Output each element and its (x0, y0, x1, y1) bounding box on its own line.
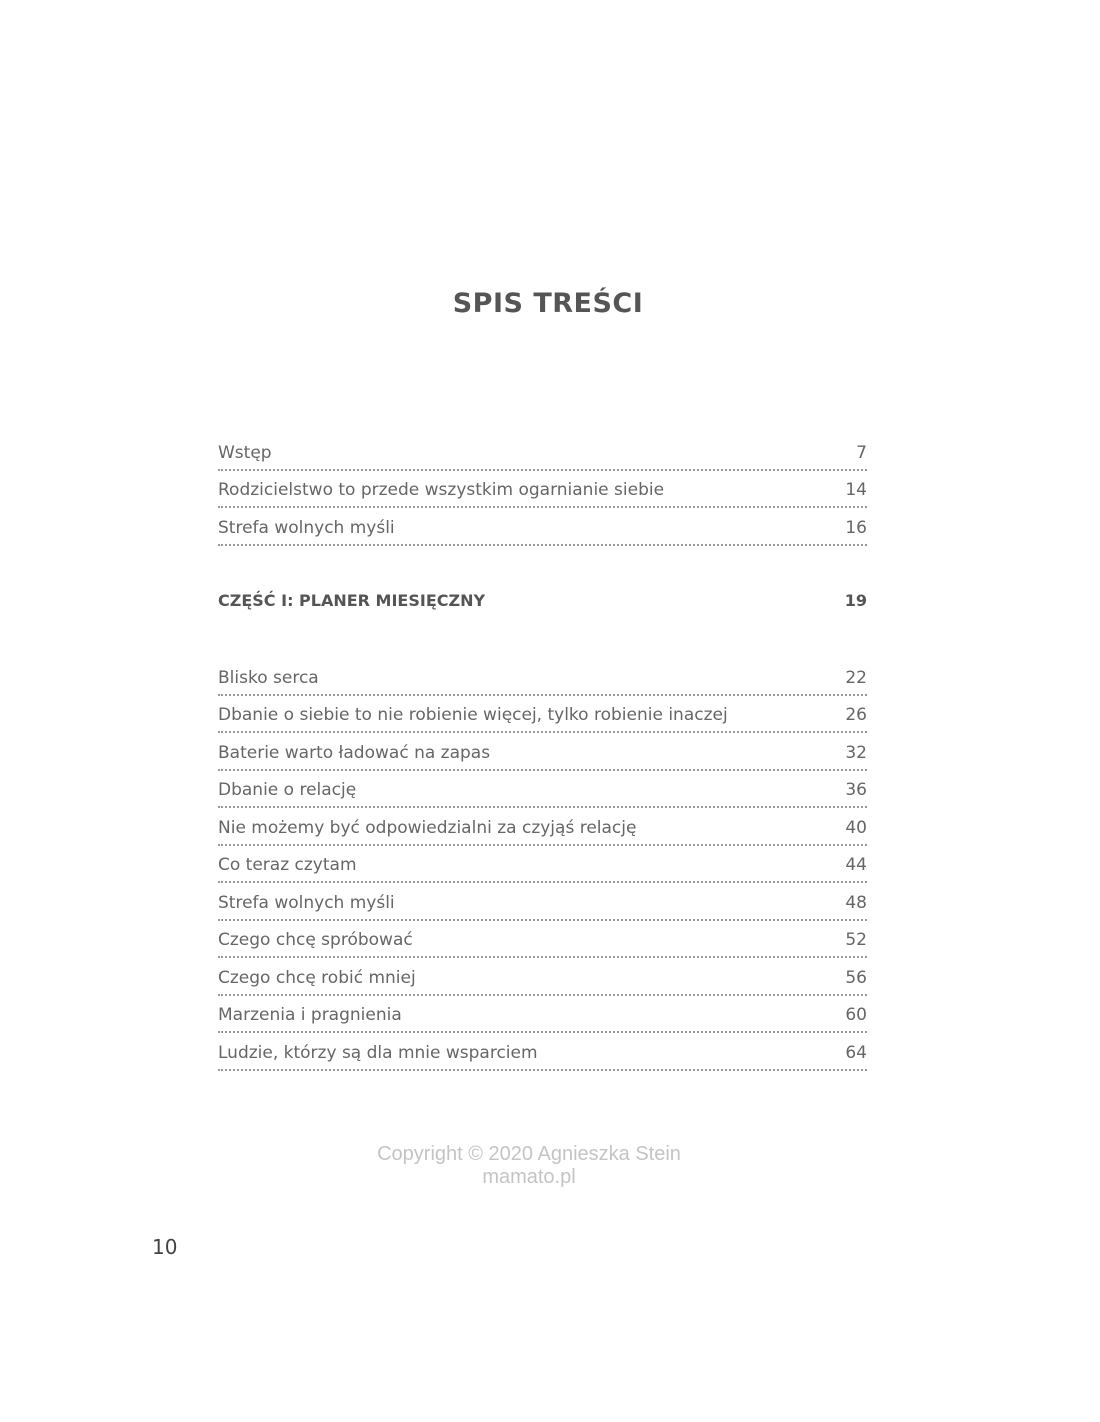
toc-entry-label: Nie możemy być odpowiedzialni za czyjąś relację (218, 817, 637, 838)
toc-entry-page: 16 (845, 517, 867, 538)
toc-entry-label: Czego chcę robić mniej (218, 967, 416, 988)
toc-entry-page: 36 (845, 780, 867, 800)
toc-entry[interactable] (218, 433, 867, 471)
toc-section-heading[interactable] (218, 588, 867, 618)
toc-entry-label: Strefa wolnych myśli (218, 892, 395, 913)
toc-entry[interactable] (218, 921, 867, 959)
toc-entry-label: Dbanie o relację (218, 780, 357, 800)
toc-entry-label: Dbanie o siebie to nie robienie więcej, tylko robienie inaczej (218, 705, 728, 725)
toc-entry[interactable] (218, 771, 867, 809)
toc-entry-page: 40 (845, 817, 867, 838)
toc-entry-label: Ludzie, którzy są dla mnie wsparciem (218, 1042, 538, 1063)
toc-entry-page: 32 (845, 742, 867, 763)
toc-entry-page: 64 (845, 1042, 867, 1063)
toc-entry[interactable] (218, 508, 867, 546)
toc-entry-page: 60 (845, 1005, 867, 1025)
toc-entry-page: 7 (856, 442, 867, 463)
copyright-notice (0, 1143, 1058, 1189)
toc-entry-page: 14 (845, 480, 867, 500)
toc-entry-label: Co teraz czytam (218, 855, 357, 875)
section-page: 19 (844, 591, 867, 610)
toc-entry-label: Blisko serca (218, 667, 319, 688)
toc-entry-label: Rodzicielstwo to przede wszystkim ogarnianie siebie (218, 480, 665, 500)
toc-entry-label: Czego chcę spróbować (218, 930, 413, 950)
toc-entry-label: Marzenia i pragnienia (218, 1005, 402, 1025)
toc-entry-label: Strefa wolnych myśli (218, 517, 395, 538)
toc-entry-page: 26 (845, 705, 867, 725)
toc-entry-page: 44 (845, 855, 867, 875)
toc-entry[interactable] (218, 696, 867, 734)
toc-entry-page: 56 (845, 967, 867, 988)
page-number: 10 (152, 1235, 178, 1259)
copyright-site: mamato.pl (482, 1166, 576, 1188)
toc-entry-label: Wstęp (218, 442, 272, 463)
toc-entry-page: 48 (845, 892, 867, 913)
toc-entry[interactable] (218, 471, 867, 509)
copyright-line: Copyright © 2020 Agnieszka Stein (377, 1143, 681, 1165)
section-label: CZĘŚĆ I: PLANER MIESIĘCZNY (218, 591, 486, 610)
toc-entry[interactable] (218, 996, 867, 1034)
toc-section-list (218, 658, 867, 1071)
toc-entry[interactable] (218, 1033, 867, 1071)
toc-entry-page: 22 (845, 667, 867, 688)
toc-intro-list (218, 433, 867, 546)
page-title: SPIS TREŚCI (452, 288, 644, 319)
toc-entry[interactable] (218, 958, 867, 996)
toc-entry-page: 52 (845, 930, 867, 950)
toc-entry[interactable] (218, 883, 867, 921)
toc-entry[interactable] (218, 846, 867, 884)
toc-entry[interactable] (218, 733, 867, 771)
toc-entry-label: Baterie warto ładować na zapas (218, 742, 491, 763)
toc-entry[interactable] (218, 808, 867, 846)
toc-entry[interactable] (218, 658, 867, 696)
